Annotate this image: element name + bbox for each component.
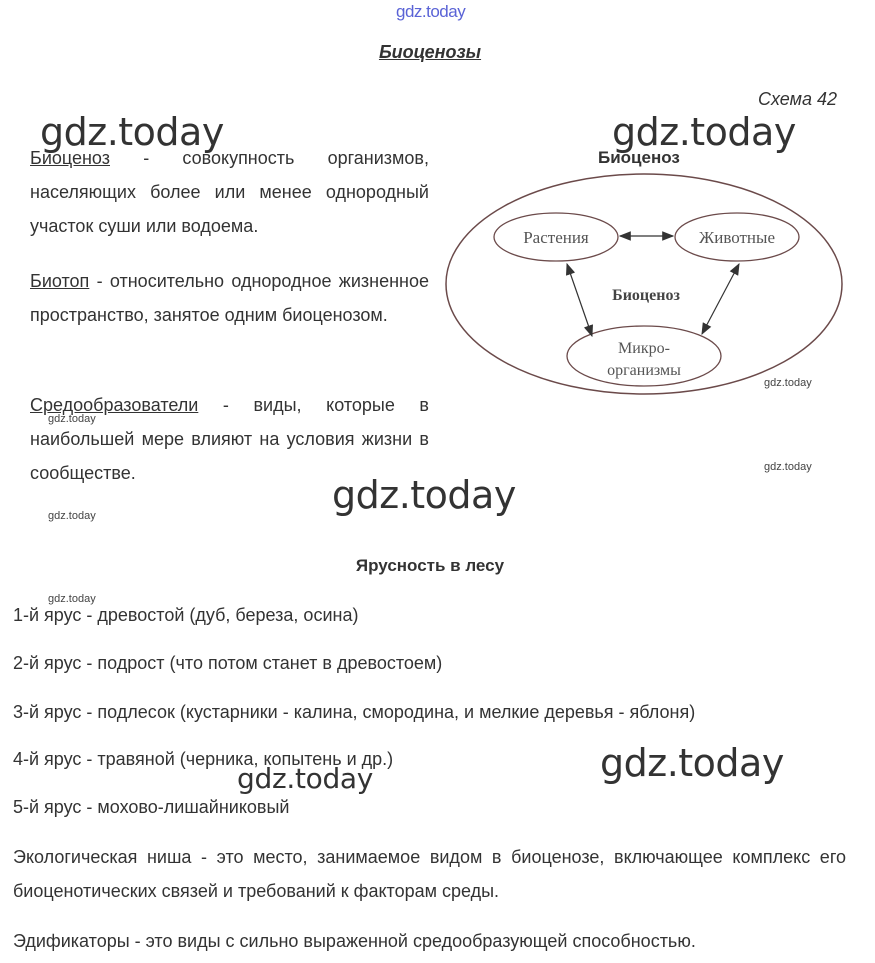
definition-term: Биотоп [30, 271, 90, 291]
watermark-small: gdz.today [764, 461, 812, 473]
biocenosis-diagram [440, 170, 860, 400]
definition-edificators [30, 388, 429, 490]
section-title: Ярусность в лесу [355, 556, 505, 575]
watermark-top: gdz.today [396, 2, 466, 21]
tier-item: 5-й ярус - мохово-лишайниковый [13, 797, 290, 817]
tier-item: 2-й ярус - подрост (что потом станет в древостоем) [13, 653, 443, 673]
arrow-plants-micro [567, 264, 592, 336]
watermark: gdz.today [612, 110, 796, 154]
watermark: gdz.today [600, 741, 784, 785]
watermark-small: gdz.today [764, 377, 812, 389]
tier-item: 3-й ярус - подлесок (кустарники - калина, смородина, и мелкие деревья - яблоня) [13, 702, 696, 722]
definition-text: - совокупность организмов, населяющих более или менее однородный участок суши или водоема. [30, 148, 429, 236]
definition-text: - виды, которые в наибольшей мере влияют на условия жизни в сообществе. [30, 395, 429, 483]
plants-label: Растения [523, 228, 589, 247]
micro-label-line2: организмы [607, 362, 681, 379]
watermark-small: gdz.today [48, 413, 96, 425]
watermark: gdz.today [40, 110, 224, 154]
watermark-small: gdz.today [48, 510, 96, 522]
definition-term: Средообразователи [30, 395, 199, 415]
micro-label-line1: Микро- [618, 340, 670, 357]
watermark-small: gdz.today [48, 593, 96, 605]
diagram-title: Биоценоз [598, 148, 680, 167]
tier-item: 1-й ярус - древостой (дуб, береза, осина) [13, 605, 359, 625]
watermark: gdz.today [237, 762, 374, 795]
center-label: Биоценоз [612, 287, 680, 304]
definition-text: - относительно однородное жизненное пространство, занятое одним биоценозом. [30, 271, 429, 325]
definition-term: Биоценоз [30, 148, 110, 168]
ecological-niche-paragraph: Экологическая ниша - это место, занимаемое видом в биоценозе, включающее комплекс его биоценотических связей и требований к факторам среды. [13, 847, 846, 901]
tier-item: 4-й ярус - травяной (черника, копытень и др.) [13, 749, 394, 769]
page-title: Биоценозы [378, 42, 482, 62]
watermark: gdz.today [332, 473, 516, 517]
schema-label: Схема 42 [758, 89, 837, 109]
animals-label: Животные [698, 228, 776, 247]
arrow-animals-micro [702, 264, 739, 334]
definition-biotope [30, 264, 429, 332]
definition-biocenosis [30, 141, 429, 243]
edificators-paragraph: Эдификаторы - это виды с сильно выраженной средообразующей способностью. [13, 931, 696, 951]
